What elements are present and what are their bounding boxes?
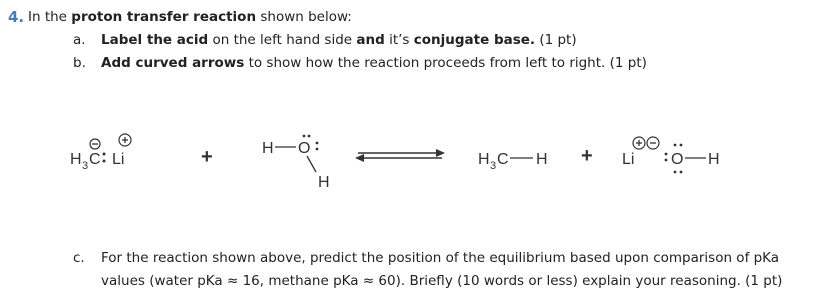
part-b-seg2: to show how the reaction proceeds from left to right. (1 pt) <box>244 55 647 71</box>
r1-li: Li <box>112 151 125 168</box>
r2-lone-pair-top-1 <box>303 135 306 138</box>
methane <box>478 151 548 172</box>
plus-sign-1: + <box>201 146 213 168</box>
p2-lone-pair-left-1 <box>665 153 668 156</box>
p2-lone-pair-top-2 <box>680 144 683 147</box>
part-a-label: a. <box>73 32 86 48</box>
r1-subscript: 3 <box>82 160 89 172</box>
part-c-line-1: For the reaction shown above, predict the position of the equilibrium based upon comparison of pKa <box>101 250 780 266</box>
p1-subscript: 3 <box>490 160 497 172</box>
part-a-seg5: conjugate base. <box>413 32 536 48</box>
r1-lone-pair-dot-2 <box>103 160 106 163</box>
p2-li: Li <box>622 151 635 168</box>
r1-h: H <box>70 151 82 168</box>
methyllithium <box>70 134 131 172</box>
equilibrium-arrow-icon <box>355 149 445 162</box>
r2-bond-o-h <box>307 156 316 172</box>
part-a-seg4: it’s <box>384 32 414 48</box>
p1-h: H <box>478 151 490 168</box>
p2-negative-charge-icon <box>647 137 659 149</box>
p1-c: C <box>497 151 509 168</box>
p2-lone-pair-bottom-1 <box>674 171 677 174</box>
r1-lone-pair-dot-1 <box>103 153 106 156</box>
p2-lone-pair-top-1 <box>674 144 677 147</box>
part-a-seg1: Label the acid <box>101 32 209 48</box>
r2-lone-pair-right-1 <box>316 142 319 145</box>
part-b-seg1: Add curved arrows <box>101 55 245 71</box>
r2-lone-pair-top-2 <box>308 135 311 138</box>
r1-positive-charge-icon <box>119 134 131 146</box>
r2-o: O <box>298 140 311 157</box>
plus-sign-2: + <box>581 145 593 167</box>
water <box>262 135 330 191</box>
p2-lone-pair-left-2 <box>665 159 668 162</box>
p2-h: H <box>708 151 720 168</box>
part-a-seg2: on the left hand side <box>208 32 357 48</box>
p2-positive-charge-icon <box>633 137 645 149</box>
r1-negative-charge-icon <box>90 139 100 149</box>
part-a-seg3: and <box>356 32 385 48</box>
part-c-line-2: values (water pKa ≈ 16, methane pKa ≈ 60). Briefly (10 words or less) explain your reasoning. (1 pt) <box>101 273 783 289</box>
p2-lone-pair-bottom-2 <box>680 171 683 174</box>
part-b-label: b. <box>73 55 86 71</box>
question-number: 4. <box>8 8 25 26</box>
intro-text-pre: In the <box>28 9 72 25</box>
r2-h-left: H <box>262 140 274 157</box>
r1-c: C <box>89 151 101 168</box>
part-a-seg6: (1 pt) <box>535 32 577 48</box>
part-c-label: c. <box>73 250 85 266</box>
intro-text-bold: proton transfer reaction <box>71 9 257 25</box>
lithium-hydroxide <box>622 137 720 173</box>
r2-lone-pair-right-2 <box>316 148 319 151</box>
p1-h-right: H <box>536 151 548 168</box>
p2-o: O <box>671 151 684 168</box>
intro-text-post: shown below: <box>256 9 352 25</box>
r2-h-bottom: H <box>318 174 330 191</box>
